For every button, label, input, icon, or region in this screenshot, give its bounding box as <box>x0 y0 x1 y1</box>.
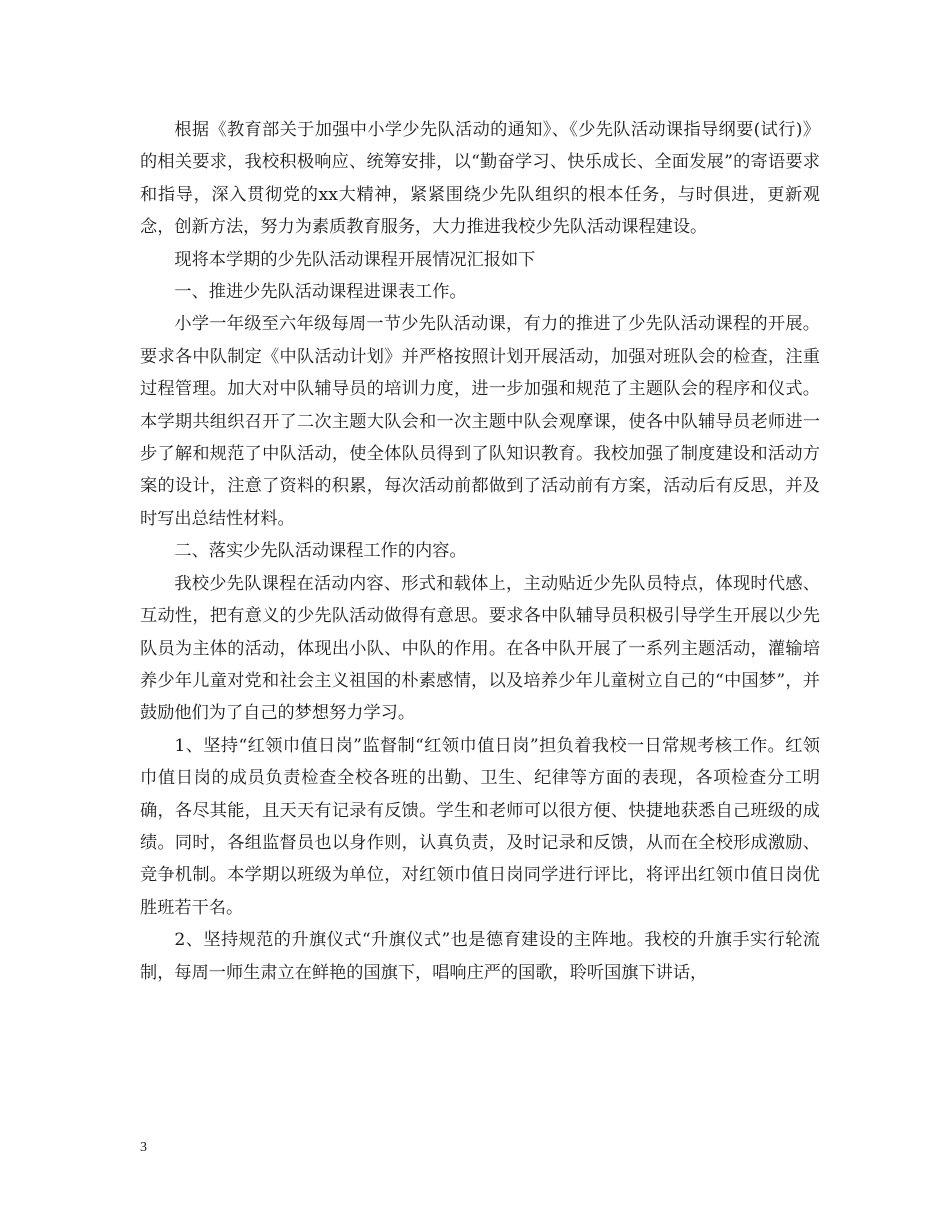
document-body <box>140 114 820 989</box>
page-number: 3 <box>140 1140 147 1155</box>
paragraph-section-1: 小学一年级至六年级每周一节少先队活动课，有力的推进了少先队活动课程的开展。要求各中队制定《中队活动计划》并严格按照计划开展活动，加强对班队会的检查，注重过程管理。加大对中队辅导员的培训力度，进一步加强和规范了主题队会的程序和仪式。本学期共组织召开了二次主题大队会和一次主题中队会观摩课，使各中队辅导员老师进一步了解和规范了中队活动，使全体队员得到了队知识教育。我校加强了制度建设和活动方案的设计，注意了资料的积累，每次活动前都做到了活动前有方案，活动后有反思，并及时写出总结性材料。 <box>140 314 820 529</box>
section-heading-2: 二、落实少先队活动课程工作的内容。 <box>174 541 467 562</box>
paragraph-section-2: 我校少先队课程在活动内容、形式和载体上，主动贴近少先队员特点，体现时代感、互动性，把有意义的少先队活动做得有意思。要求各中队辅导员积极引导学生开展以少先队员为主体的活动，体现出小队、中队的作用。在各中队开展了一系列主题活动，灌输培养少年儿童对党和社会主义祖国的朴素感情，以及培养少年儿童树立自己的“中国梦”，并鼓励他们为了自己的梦想努力学习。 <box>140 573 820 724</box>
paragraph-intro: 根据《教育部关于加强中小学少先队活动的通知》、《少先队活动课指导纲要(试行)》的相关要求，我校积极响应、统筹安排，以“勤奋学习、快乐成长、全面发展”的寄语要求和指导，深入贯彻党的xx大精神，紧紧围绕少先队组织的根本任务，与时俱进，更新观念，创新方法，努力为素质教育服务，大力推进我校少先队活动课程建设。 <box>140 120 820 238</box>
paragraph-report-lead: 现将本学期的少先队活动课程开展情况汇报如下 <box>174 249 536 270</box>
paragraph-item-1: 1、坚持“红领巾值日岗”监督制“红领巾值日岗”担负着我校一日常规考核工作。红领巾值日岗的成员负责检查全校各班的出勤、卫生、纪律等方面的表现，各项检查分工明确，各尽其能，且天天有记录有反馈。学生和老师可以很方便、快捷地获悉自己班级的成绩。同时，各组监督员也以身作则，认真负责，及时记录和反馈，从而在全校形成激励、竞争机制。本学期以班级为单位，对红领巾值日岗同学进行评比，将评出红领巾值日岗优胜班若干名。 <box>140 735 820 918</box>
paragraph-item-2: 2、坚持规范的升旗仪式“升旗仪式”也是德育建设的主阵地。我校的升旗手实行轮流制，每周一师生肃立在鲜艳的国旗下，唱响庄严的国歌，聆听国旗下讲话， <box>140 930 820 983</box>
section-heading-1: 一、推进少先队活动课程进课表工作。 <box>174 282 467 303</box>
